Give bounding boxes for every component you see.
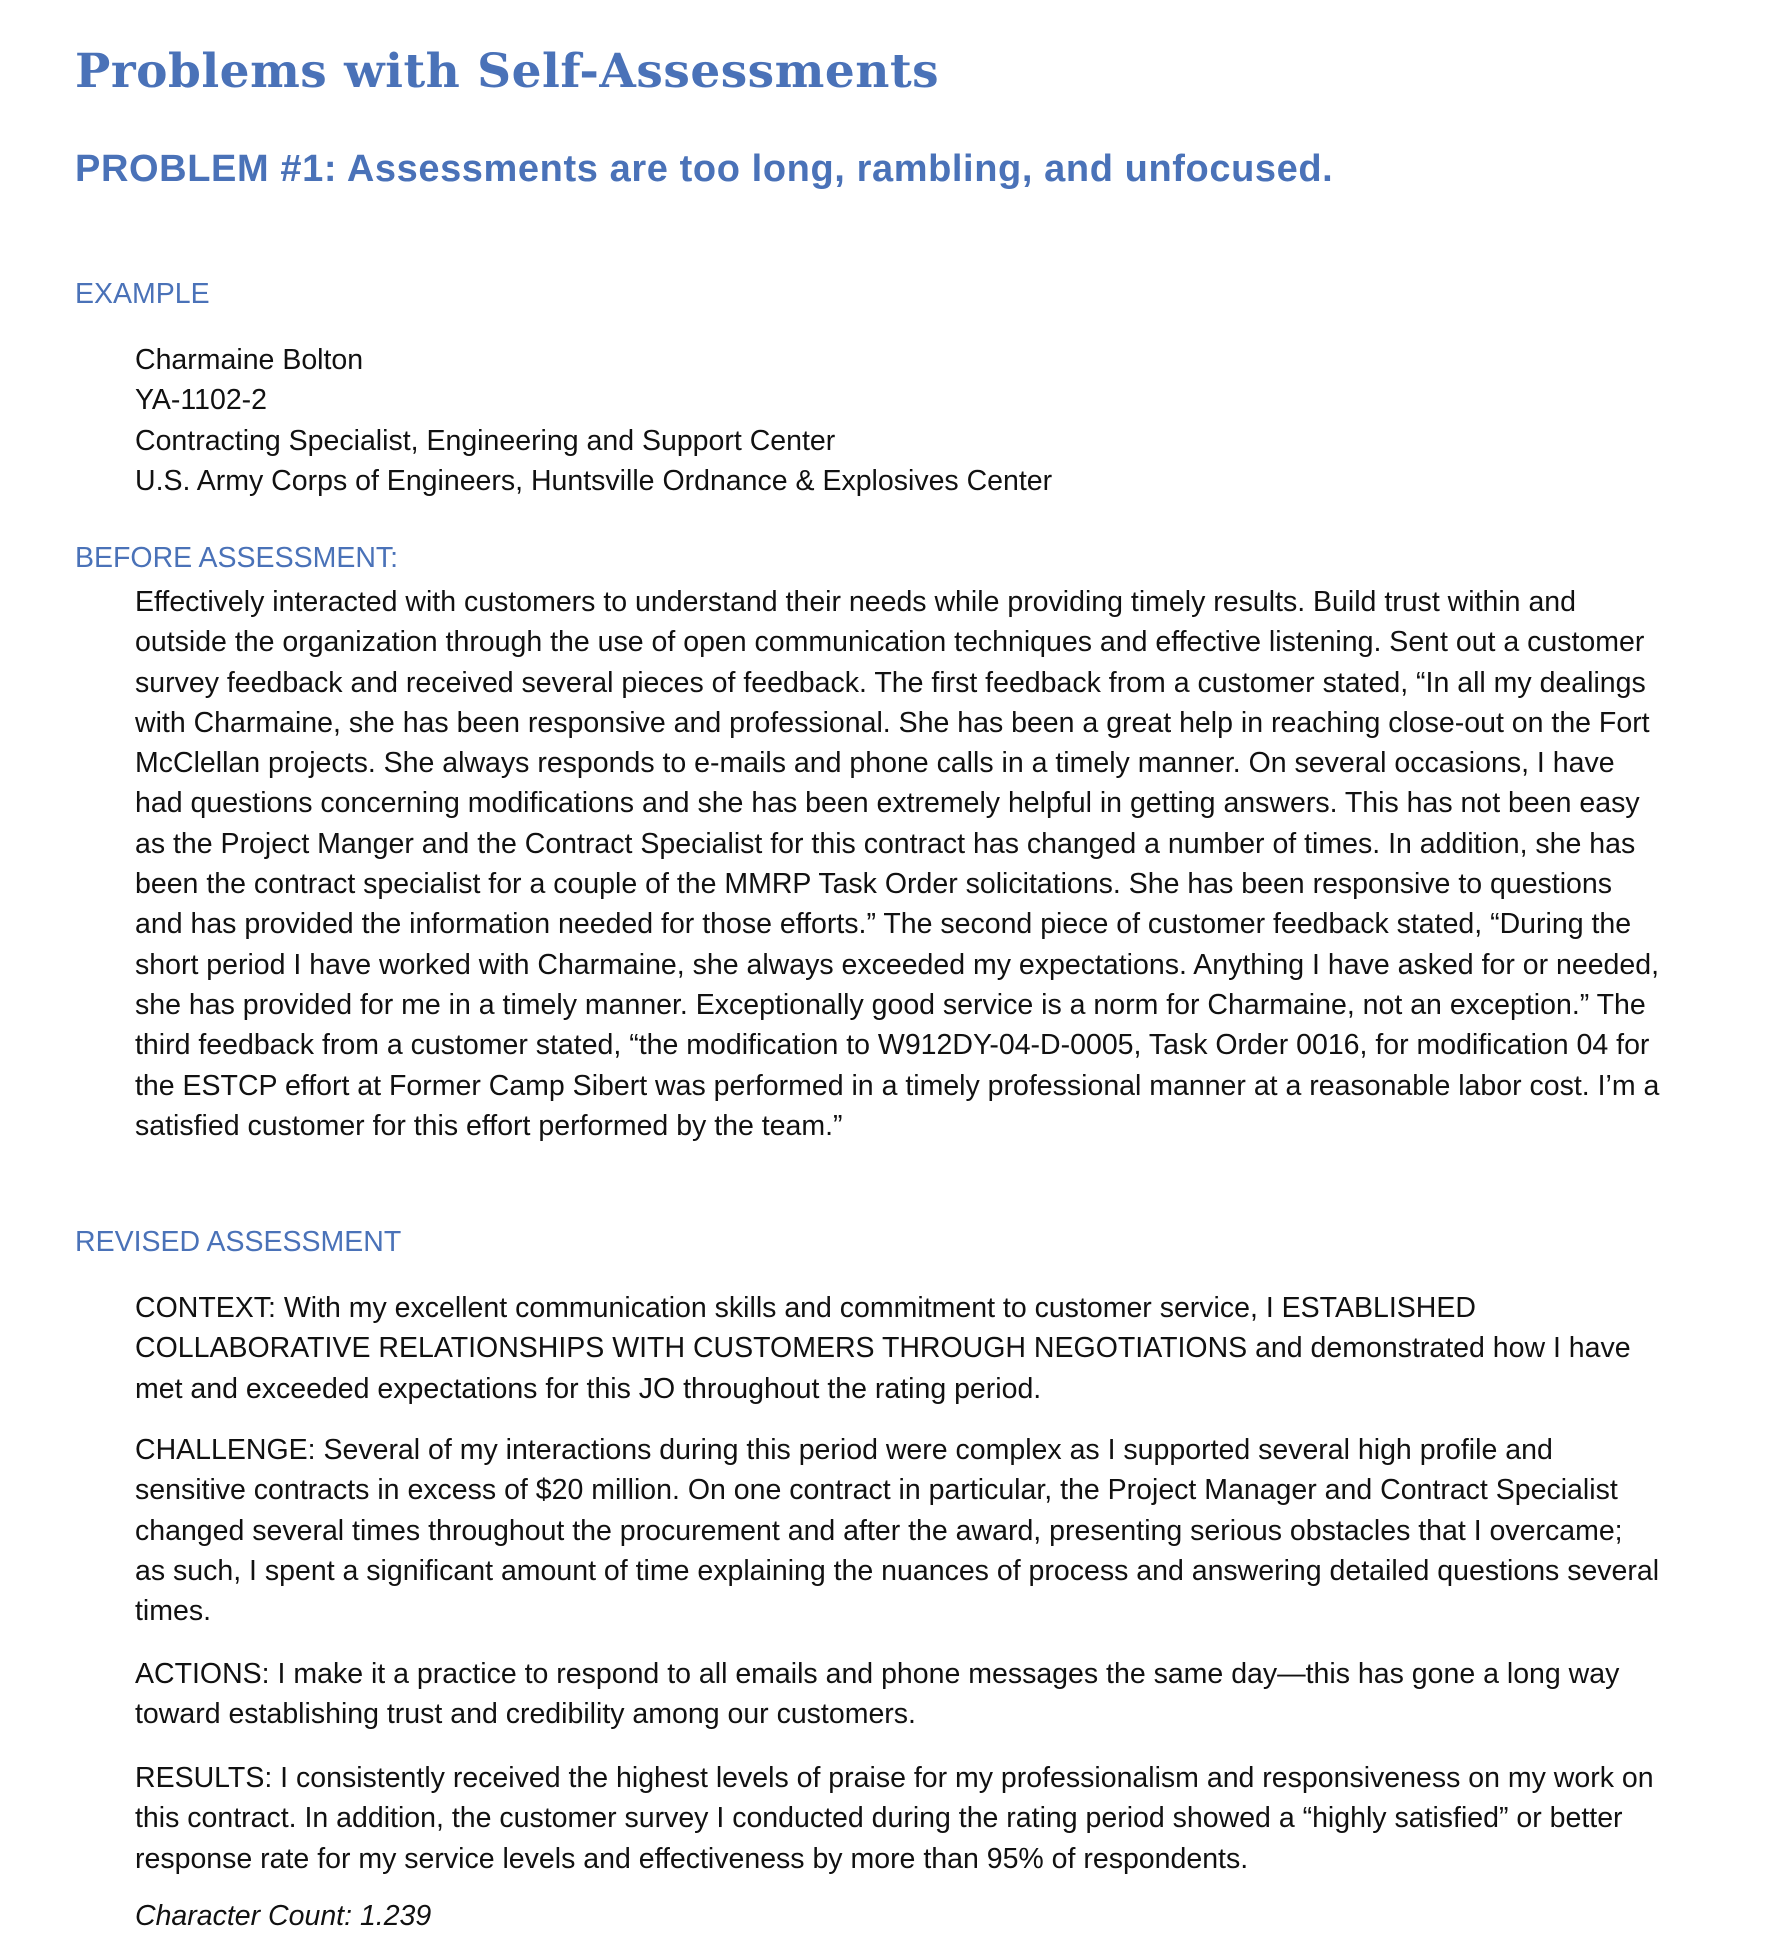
page-title: Problems with Self-Assessments bbox=[75, 44, 940, 99]
employee-name: Charmaine Bolton bbox=[135, 344, 364, 376]
revised-assessment-label: REVISED ASSESSMENT bbox=[75, 1226, 402, 1258]
example-details bbox=[135, 340, 1655, 501]
character-count: Character Count: 1.239 bbox=[135, 1900, 432, 1932]
before-assessment-text: Effectively interacted with customers to understand their needs while providing timely results. Build trust within and outside the organization through the use of open communication techniques and effective listening. Sent out a customer survey feedback and received several pieces of feedback. The first feedback from a customer stated, “In all my dealings with Charmaine, she has been responsive and professional. She has been a great help in reaching close-out on the Fort McClellan projects. She always responds to e-mails and phone calls in a timely manner. On several occasions, I have had questions concerning modifications and she has been extremely helpful in getting answers. This has not been easy as the Project Manger and the Contract Specialist for this contract has changed a number of times. In addition, she has been the contract specialist for a couple of the MMRP Task Order solicitations. She has been responsive to questions and has provided the information needed for those efforts.” The second piece of customer feedback stated, “During the short period I have worked with Charmaine, she always exceeded my expectations. Anything I have asked for or needed, she has provided for me in a timely manner. Exceptionally good service is a norm for Charmaine, not an exception.” The third feedback from a customer stated, “the modification to W912DY-04-D-0005, Task Order 0016, for modification 04 for the ESTCP effort at Former Camp Sibert was performed in a timely professional manner at a reasonable labor cost. I’m a satisfied customer for this effort performed by the team.” bbox=[135, 586, 1660, 1142]
employee-grade: YA-1102-2 bbox=[135, 384, 268, 417]
problem-heading: PROBLEM #1: Assessments are too long, rambling, and unfocused. bbox=[75, 148, 1334, 190]
example-label: EXAMPLE bbox=[75, 278, 210, 310]
employee-position: Contracting Specialist, Engineering and Support Center bbox=[135, 424, 836, 457]
revised-results-paragraph: RESULTS: I consistently received the highest levels of praise for my professionalism and responsiveness on my work on this contract. In addition, the customer survey I conducted during the rating period showed a “highly satisfied” or better response rate for my service levels and effectiveness by more than 95% of respondents. bbox=[135, 1762, 1654, 1875]
revised-challenge-paragraph: CHALLENGE: Several of my interactions during this period were complex as I supported several high profile and sensitive contracts in excess of $20 million. On one contract in particular, the Project Manager and Contract Specialist changed several times throughout the procurement and after the award, presenting serious obstacles that I overcame; as such, I spent a significant amount of time explaining the nuances of process and answering detailed questions several times. bbox=[135, 1434, 1660, 1628]
revised-actions-paragraph: ACTIONS: I make it a practice to respond to all emails and phone messages the same day—this has gone a long way toward establishing trust and credibility among our customers. bbox=[135, 1658, 1620, 1731]
employee-organization: U.S. Army Corps of Engineers, Huntsville Ordnance & Explosives Center bbox=[135, 464, 1053, 497]
before-assessment-label: BEFORE ASSESSMENT: bbox=[75, 542, 399, 574]
revised-context-paragraph: CONTEXT: With my excellent communication skills and commitment to customer service, I ESTABLISHED COLLABORATIVE RELATIONSHIPS WITH CUSTOMERS THROUGH NEGOTIATIONS and demonstrated how I have met and exceeded expectations for this JO throughout the rating period. bbox=[135, 1292, 1631, 1405]
